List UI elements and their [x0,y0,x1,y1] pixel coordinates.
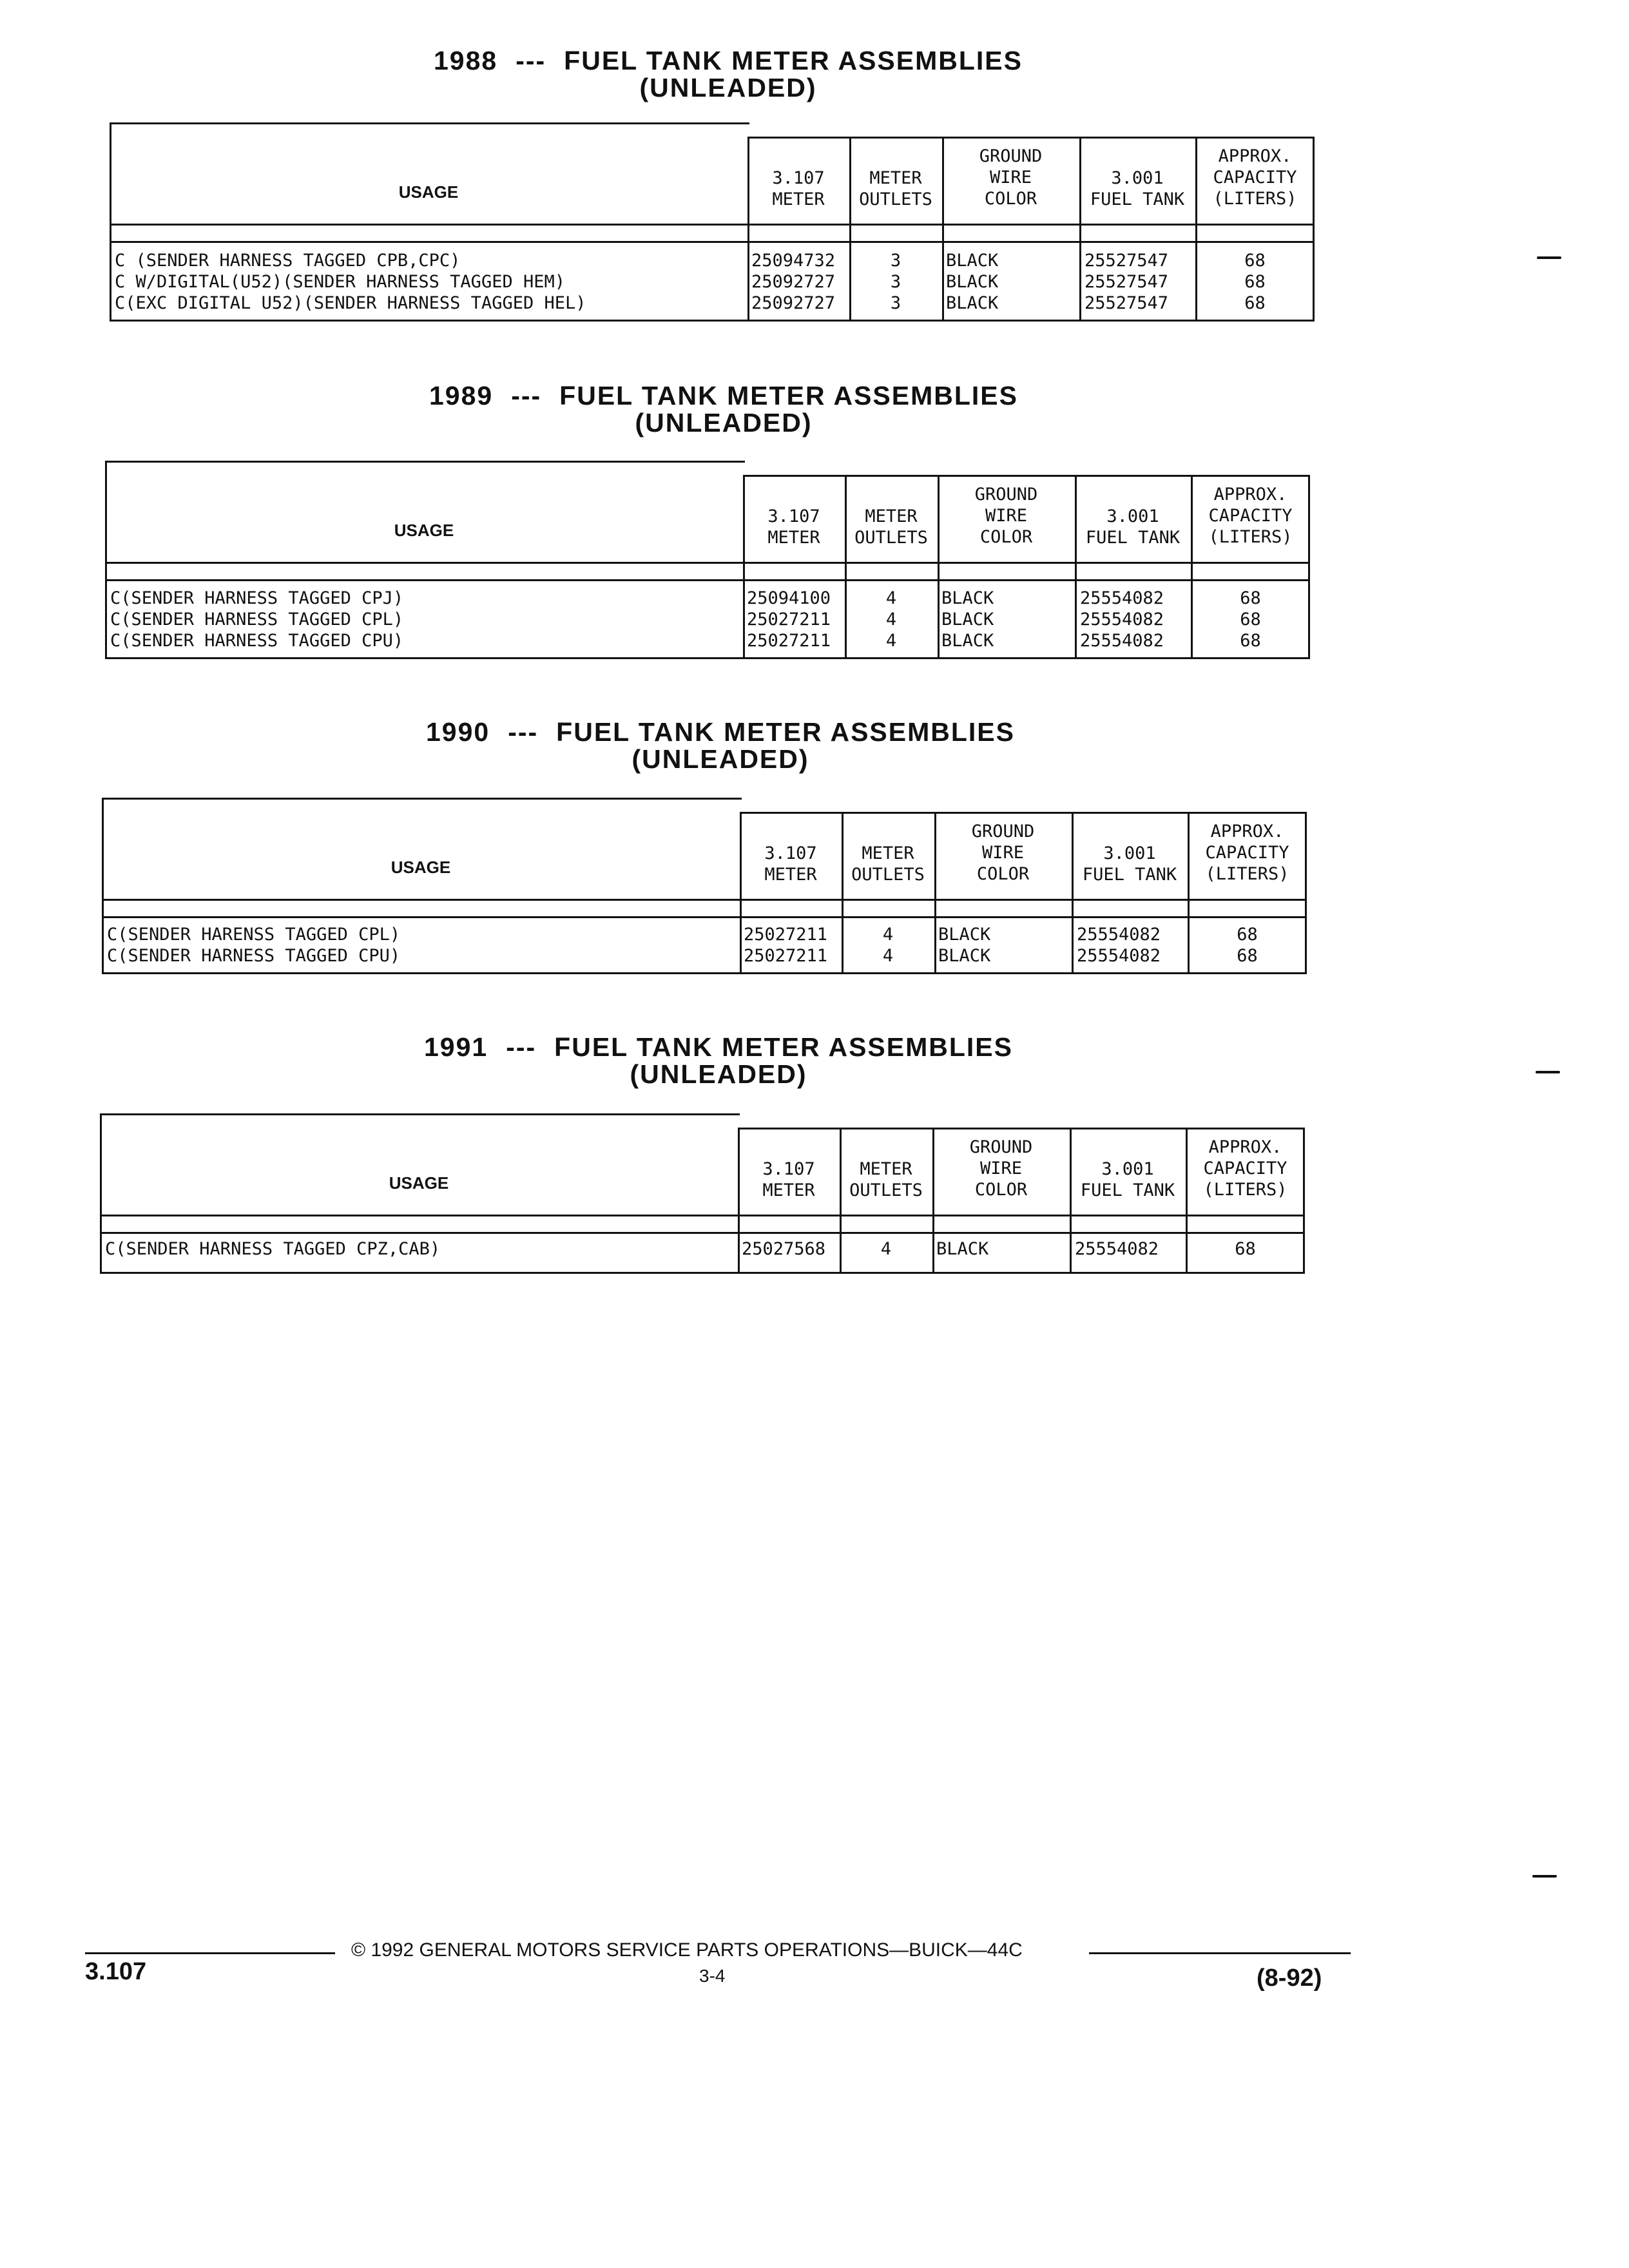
cell-outlets: 4 [885,631,897,651]
cell-capacity: 68 [1240,631,1261,651]
cell-fuel-tank-part-number: 25554082 [1080,631,1164,651]
cell-fuel-tank-part-number: 25554082 [1077,925,1161,945]
section-title [116,46,1340,75]
column-header-meter: 3.107 METER [764,843,817,885]
footer-date-code: (8-92) [1257,1965,1322,1992]
column-header-capacity: APPROX. CAPACITY (LITERS) [1213,146,1297,209]
cell-ground-wire-color: BLACK [941,610,994,629]
cell-usage: C(EXC DIGITAL U52)(SENDER HARNESS TAGGED HEL) [115,293,586,313]
cell-ground-wire-color: BLACK [946,293,999,313]
column-header-fuel-tank: 3.001 FUEL TANK [1080,1159,1175,1200]
column-header-meter: 3.107 METER [767,506,820,548]
cell-ground-wire-color: BLACK [946,272,999,292]
cell-usage: C(SENDER HARENSS TAGGED CPL) [107,925,401,945]
section-title-text: FUEL TANK METER ASSEMBLIES [564,46,1023,75]
header-rule [102,899,1307,901]
section-title-text: FUEL TANK METER ASSEMBLIES [556,717,1015,747]
cell-capacity: 68 [1235,1239,1256,1259]
cell-usage: C(SENDER HARNESS TAGGED CPU) [107,946,401,966]
cell-fuel-tank-part-number: 25527547 [1084,293,1169,313]
cell-capacity: 68 [1244,251,1266,271]
cell-fuel-tank-part-number: 25554082 [1075,1239,1159,1259]
section-title [111,381,1336,410]
section-dash: --- [508,717,539,747]
section-title-text: FUEL TANK METER ASSEMBLIES [559,381,1018,410]
column-header-usage: USAGE [398,182,459,202]
section-year: 1989 [429,381,494,410]
column-header-ground-wire-color: GROUND WIRE COLOR [974,485,1038,547]
column-header-ground-wire-color: GROUND WIRE COLOR [969,1137,1033,1200]
section-subtitle: (UNLEADED) [635,408,813,437]
section-dash: --- [506,1032,537,1062]
cell-usage: C(SENDER HARNESS TAGGED CPL) [110,610,404,629]
column-header-meter: 3.107 METER [762,1159,815,1200]
cell-meter-part-number: 25094100 [747,588,831,608]
column-header-usage: USAGE [390,858,451,877]
cell-usage: C(SENDER HARNESS TAGGED CPU) [110,631,404,651]
cell-capacity: 68 [1244,293,1266,313]
section-subtitle: (UNLEADED) [639,73,817,102]
header-rule [102,916,1307,918]
cell-meter-part-number: 25027211 [747,631,831,651]
column-header-meter: 3.107 METER [772,168,825,209]
cell-capacity: 68 [1244,272,1266,292]
column-header-outlets: METER OUTLETS [849,1159,923,1200]
section-title-text: FUEL TANK METER ASSEMBLIES [554,1032,1013,1062]
footer-rule-left [85,1952,335,1954]
cell-outlets: 3 [890,272,901,292]
section-subtitle: (UNLEADED) [630,1059,807,1089]
cell-meter-part-number: 25027211 [744,925,828,945]
column-header-outlets: METER OUTLETS [859,168,932,209]
column-header-fuel-tank: 3.001 FUEL TANK [1090,168,1185,209]
cell-meter-part-number: 25027211 [744,946,828,966]
header-rule [105,579,1310,581]
section-year: 1990 [425,717,490,747]
column-header-outlets: METER OUTLETS [854,506,928,548]
cell-ground-wire-color: BLACK [936,1239,989,1259]
header-rule [110,241,1315,243]
cell-usage: C(SENDER HARNESS TAGGED CPJ) [110,588,404,608]
cell-capacity: 68 [1237,946,1258,966]
cell-meter-part-number: 25094732 [751,251,836,271]
cell-capacity: 68 [1240,610,1261,629]
cell-outlets: 4 [882,946,894,966]
column-header-fuel-tank: 3.001 FUEL TANK [1085,506,1181,548]
cell-capacity: 68 [1240,588,1261,608]
column-header-ground-wire-color: GROUND WIRE COLOR [979,146,1043,209]
section-dash: --- [511,381,542,410]
footer-rule-right [1089,1952,1351,1954]
cell-fuel-tank-part-number: 25554082 [1077,946,1161,966]
column-header-outlets: METER OUTLETS [851,843,925,885]
cell-ground-wire-color: BLACK [938,925,991,945]
column-header-usage: USAGE [394,521,454,540]
section-dash: --- [516,46,546,75]
cell-outlets: 4 [882,925,894,945]
cell-meter-part-number: 25027568 [742,1239,826,1259]
header-rule [100,1232,1305,1234]
cell-outlets: 3 [890,251,901,271]
cell-ground-wire-color: BLACK [941,631,994,651]
column-header-capacity: APPROX. CAPACITY (LITERS) [1205,822,1289,884]
column-header-ground-wire-color: GROUND WIRE COLOR [971,822,1035,884]
column-header-capacity: APPROX. CAPACITY (LITERS) [1208,485,1293,547]
header-rule [100,1215,1305,1216]
cell-fuel-tank-part-number: 25527547 [1084,272,1169,292]
cell-fuel-tank-part-number: 25554082 [1080,610,1164,629]
cell-outlets: 3 [890,293,901,313]
cell-ground-wire-color: BLACK [938,946,991,966]
cell-outlets: 4 [885,610,897,629]
cell-capacity: 68 [1237,925,1258,945]
cell-meter-part-number: 25092727 [751,293,836,313]
column-header-capacity: APPROX. CAPACITY (LITERS) [1203,1137,1287,1200]
margin-tick-mark [1536,1071,1560,1073]
section-title [108,718,1333,746]
section-subtitle: (UNLEADED) [631,744,809,774]
margin-tick-mark [1532,1875,1557,1878]
cell-ground-wire-color: BLACK [946,251,999,271]
cell-ground-wire-color: BLACK [941,588,994,608]
margin-tick-mark [1537,256,1561,259]
column-header-usage: USAGE [389,1173,449,1193]
section-year: 1991 [423,1032,488,1062]
column-divider [1079,137,1081,322]
cell-meter-part-number: 25092727 [751,272,836,292]
cell-fuel-tank-part-number: 25554082 [1080,588,1164,608]
cell-outlets: 4 [885,588,897,608]
header-rule [105,562,1310,564]
header-rule [110,224,1315,226]
footer-copyright: © 1992 GENERAL MOTORS SERVICE PARTS OPERATIONS—BUICK—44C [351,1939,1023,1961]
cell-usage: C W/DIGITAL(U52)(SENDER HARNESS TAGGED HEM) [115,272,565,292]
section-year: 1988 [433,46,498,75]
section-title [106,1033,1331,1061]
column-header-fuel-tank: 3.001 FUEL TANK [1082,843,1177,885]
column-divider [1075,475,1077,659]
cell-fuel-tank-part-number: 25527547 [1084,251,1169,271]
footer-section-number: 3.107 [85,1958,147,1985]
cell-outlets: 4 [880,1239,892,1259]
footer-page-number: 3-4 [699,1966,726,1986]
cell-usage: C(SENDER HARNESS TAGGED CPZ,CAB) [105,1239,441,1259]
cell-usage: C (SENDER HARNESS TAGGED CPB,CPC) [115,251,461,271]
cell-meter-part-number: 25027211 [747,610,831,629]
column-divider [1072,812,1074,974]
